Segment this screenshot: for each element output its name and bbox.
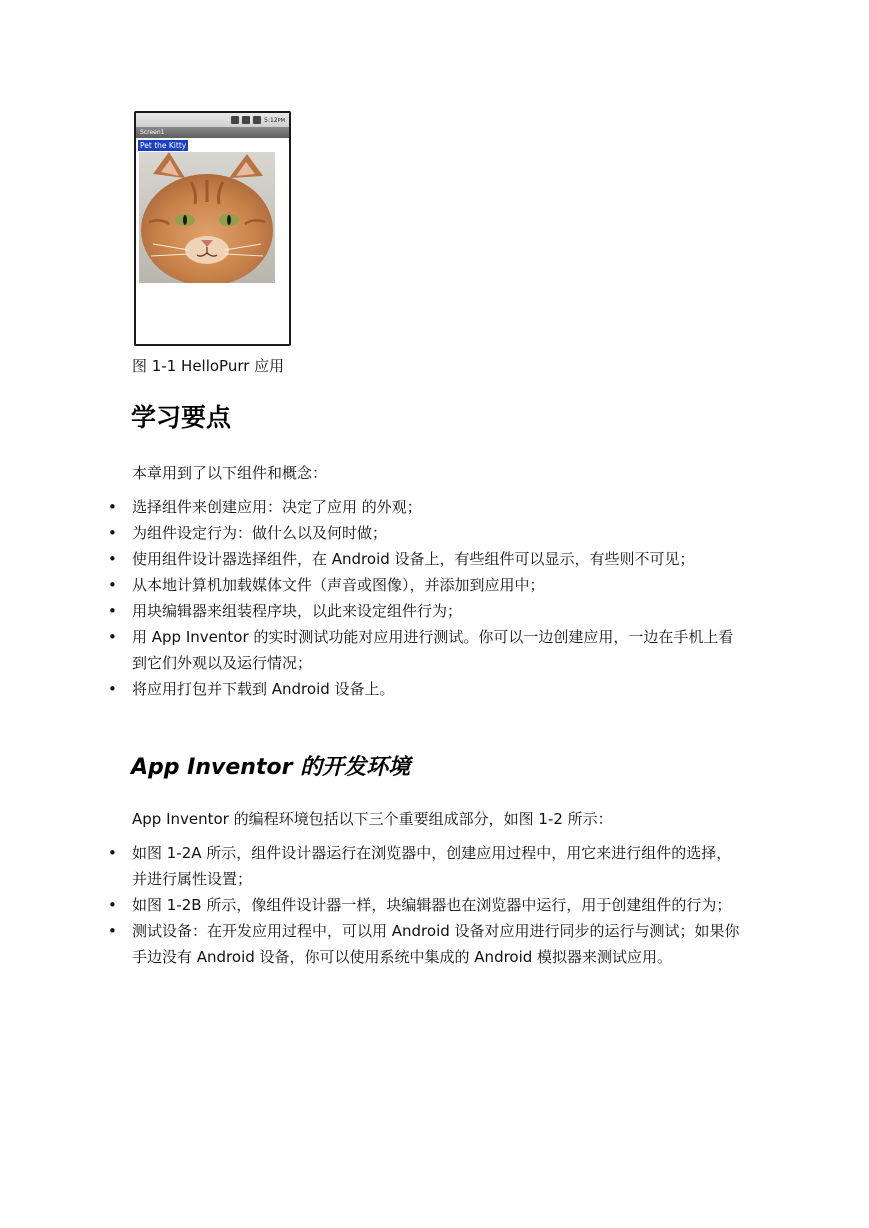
list-item: • 用块编辑器来组装程序块，以此来设定组件行为； bbox=[0, 598, 742, 624]
bullet-icon: • bbox=[108, 576, 117, 594]
bullet-icon: • bbox=[108, 602, 117, 620]
list-item: • 用 App Inventor 的实时测试功能对应用进行测试。你可以一边创建应用，一边在手机上看到它们外观以及运行情况； bbox=[0, 624, 742, 676]
cat-photo bbox=[139, 152, 275, 283]
phone-screenshot-figure bbox=[134, 111, 291, 346]
list-item: • 使用组件设计器选择组件，在 Android 设备上，有些组件可以显示，有些则不可见； bbox=[0, 546, 742, 572]
list-item: • 从本地计算机加载媒体文件（声音或图像），并添加到应用中； bbox=[0, 572, 742, 598]
list-item: • 选择组件来创建应用：决定了应用 的外观； bbox=[0, 494, 742, 520]
bullet-icon: • bbox=[108, 896, 117, 914]
phone-status-bar bbox=[136, 113, 289, 127]
battery-icon bbox=[253, 116, 261, 124]
list-item: • 如图 1-2A 所示，组件设计器运行在浏览器中，创建应用过程中，用它来进行组件的选择，并进行属性设置； bbox=[0, 840, 742, 892]
environment-intro: App Inventor 的编程环境包括以下三个重要组成部分，如图 1-2 所示： bbox=[132, 810, 613, 828]
bullet-icon: • bbox=[108, 628, 117, 646]
figure-caption: 图 1-1 HelloPurr 应用 bbox=[132, 357, 285, 375]
bullet-icon: • bbox=[108, 524, 117, 542]
learning-points-list bbox=[0, 494, 869, 702]
bullet-icon: • bbox=[108, 844, 117, 862]
signal-icon bbox=[242, 116, 250, 124]
bullet-icon: • bbox=[108, 922, 117, 940]
list-item: • 为组件设定行为：做什么以及何时做； bbox=[0, 520, 742, 546]
bullet-icon: • bbox=[108, 550, 117, 568]
phone-screen-title: Screen1 bbox=[136, 127, 289, 138]
environment-list bbox=[0, 840, 869, 970]
learning-points-heading: 学习要点 bbox=[131, 403, 232, 432]
list-item: • 如图 1-2B 所示，像组件设计器一样，块编辑器也在浏览器中运行，用于创建组件的行为； bbox=[0, 892, 742, 918]
network-icon bbox=[231, 116, 239, 124]
status-time: 5:12PM bbox=[264, 116, 285, 124]
bullet-icon: • bbox=[108, 680, 117, 698]
learning-intro: 本章用到了以下组件和概念： bbox=[132, 464, 328, 482]
dev-environment-heading: App Inventor 的开发环境 bbox=[131, 755, 411, 780]
list-item: • 将应用打包并下载到 Android 设备上。 bbox=[0, 676, 742, 702]
list-item: • 测试设备：在开发应用过程中，可以用 Android 设备对应用进行同步的运行与测试；如果你手边没有 Android 设备，你可以使用系统中集成的 Android 模拟器来测试应用。 bbox=[0, 918, 742, 970]
pet-the-kitty-button[interactable]: Pet the Kitty bbox=[140, 141, 187, 150]
bullet-icon: • bbox=[108, 498, 117, 516]
